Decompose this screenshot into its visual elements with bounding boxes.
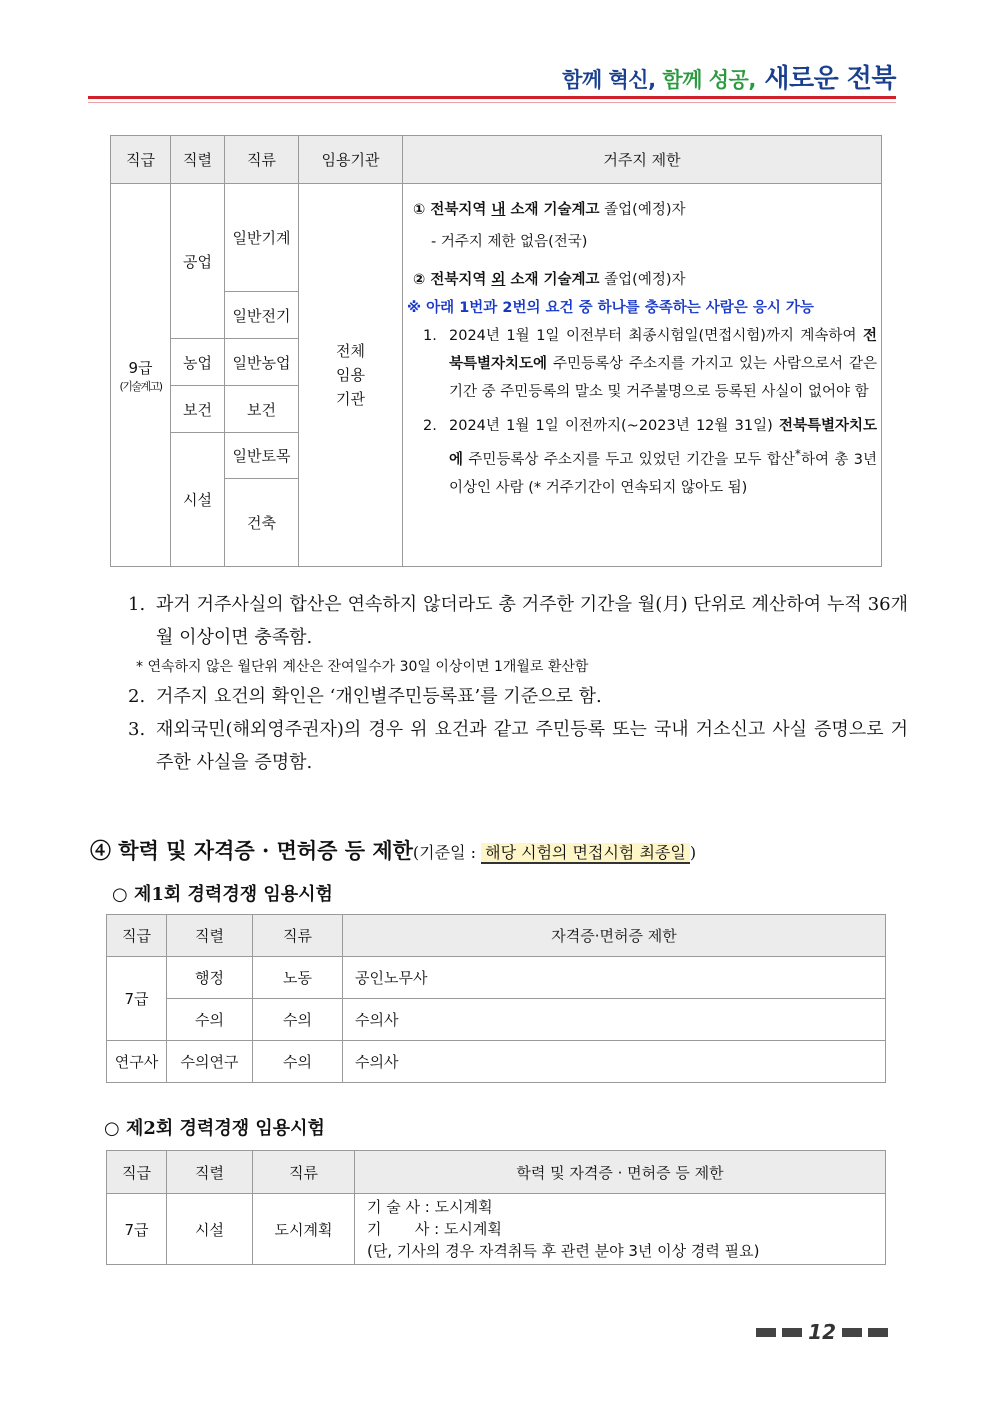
header-rule-red bbox=[88, 96, 896, 99]
class-cell: 건축 bbox=[225, 479, 299, 567]
footnote-star: * bbox=[794, 447, 801, 461]
subsection-2-title: ○ 제2회 경력경쟁 임용시험 bbox=[104, 1118, 325, 1139]
option-1-number: ① bbox=[413, 202, 426, 218]
item-text: 2024년 1월 1일 이전까지(~2023년 12월 31일) bbox=[449, 418, 779, 434]
section-4-title bbox=[90, 835, 696, 865]
grade-text: 9급 bbox=[128, 358, 153, 377]
footer-bar bbox=[868, 1328, 888, 1337]
residence-restriction-table bbox=[110, 135, 882, 567]
item-number: 2. bbox=[423, 418, 437, 434]
table-header-row bbox=[107, 1151, 886, 1194]
header-cell: 직류 bbox=[253, 1151, 355, 1194]
series-cell: 수의 bbox=[167, 999, 253, 1041]
license-table-2 bbox=[106, 1150, 886, 1265]
series-cell: 시설 bbox=[167, 1194, 253, 1265]
class-cell: 일반전기 bbox=[225, 292, 299, 339]
grade-cell: 연구사 bbox=[107, 1041, 167, 1083]
residence-item-1 bbox=[413, 322, 877, 406]
residence-note: ※ 아래 1번과 2번의 요건 중 하나를 충족하는 사람은 응시 가능 bbox=[407, 300, 814, 316]
series-cell: 보건 bbox=[171, 386, 225, 433]
criteria-close: ) bbox=[689, 843, 697, 862]
option-1-text-bold: 소재 기술계고 bbox=[505, 202, 600, 218]
header-rule-thin bbox=[88, 102, 896, 103]
agency-line: 기관 bbox=[336, 390, 365, 408]
table-row bbox=[107, 957, 886, 999]
class-cell: 일반기계 bbox=[225, 184, 299, 292]
grade-sub-text: (기술계고) bbox=[119, 379, 162, 393]
header-cell: 직급 bbox=[107, 1151, 167, 1194]
footer-bar bbox=[782, 1328, 802, 1337]
header-cell: 임용기관 bbox=[299, 136, 403, 184]
grade-cell bbox=[111, 184, 171, 567]
header-cell: 직렬 bbox=[167, 1151, 253, 1194]
header-slogan bbox=[562, 58, 896, 95]
footer-bar bbox=[756, 1328, 776, 1337]
page-footer bbox=[756, 1320, 888, 1344]
class-cell: 수의 bbox=[253, 1041, 343, 1083]
item-text-bold: 전북특별자치도에 bbox=[449, 418, 877, 468]
class-cell: 보건 bbox=[225, 386, 299, 433]
header-cell: 직급 bbox=[111, 136, 171, 184]
series-cell: 시설 bbox=[171, 433, 225, 567]
note-text: 재외국민(해외영주권자)의 경우 위 요건과 같고 주민등록 또는 국내 거소신고 사실 증명으로 거주한 사실을 증명함. bbox=[156, 719, 908, 773]
item-text-mid: 주민등록상 주소지를 두고 있었던 기간을 모두 합산 bbox=[463, 451, 795, 468]
class-cell: 노동 bbox=[253, 957, 343, 999]
series-cell: 수의연구 bbox=[167, 1041, 253, 1083]
note-item bbox=[128, 680, 908, 713]
table-row bbox=[107, 1041, 886, 1083]
item-text-tail: 주민등록상 주소지를 가지고 있는 사람으로서 같은 기간 중 주민등록의 말소 및 거주불명으로 등록된 사실이 없어야 함 bbox=[449, 356, 877, 400]
requirement-line: 기 술 사 : 도시계획 bbox=[367, 1198, 493, 1216]
requirement-cell: 수의사 bbox=[343, 999, 886, 1041]
note-item bbox=[128, 588, 908, 654]
option-2-number: ② bbox=[413, 272, 426, 288]
note-item bbox=[128, 713, 908, 779]
option-2-text-tail: 졸업(예정)자 bbox=[599, 272, 686, 288]
item-text-bold: 전북특별자치도에 bbox=[449, 328, 877, 372]
agency-line: 임용 bbox=[336, 366, 365, 384]
header-cell: 거주지 제한 bbox=[403, 136, 882, 184]
requirement-cell bbox=[355, 1194, 886, 1265]
requirement-line: (단, 기사의 경우 자격취득 후 관련 분야 3년 이상 경력 필요) bbox=[367, 1242, 760, 1260]
item-text: 2024년 1월 1일 이전부터 최종시험일(면접시험)까지 계속하여 bbox=[449, 328, 863, 344]
note-text: 거주지 요건의 확인은 ‘개인별주민등록표’를 기준으로 함. bbox=[156, 686, 602, 707]
slogan-part-2: 함께 성공, bbox=[655, 68, 756, 92]
table-row bbox=[111, 184, 882, 292]
agency-line: 전체 bbox=[336, 342, 365, 360]
option-1-sub: - 거주지 제한 없음(전국) bbox=[431, 234, 588, 250]
residence-cell bbox=[403, 184, 882, 567]
item-text-tail: 하여 총 3년 이상인 사람 (* 거주기간이 연속되지 않아도 됨) bbox=[449, 451, 877, 496]
option-2-underlined: 외 bbox=[491, 272, 506, 288]
license-table-1 bbox=[106, 914, 886, 1083]
agency-cell bbox=[299, 184, 403, 567]
series-cell: 행정 bbox=[167, 957, 253, 999]
slogan-part-1: 함께 혁신, bbox=[562, 68, 656, 92]
class-cell: 일반농업 bbox=[225, 339, 299, 386]
header-cell: 직류 bbox=[253, 915, 343, 957]
residence-notes bbox=[128, 588, 908, 779]
subsection-1-title: ○ 제1회 경력경쟁 임용시험 bbox=[112, 884, 333, 905]
note-small: * 연속하지 않은 월단위 계산은 잔여일수가 30일 이상이면 1개월로 환산함 bbox=[136, 659, 589, 675]
requirement-cell: 수의사 bbox=[343, 1041, 886, 1083]
series-cell: 공업 bbox=[171, 184, 225, 339]
option-1-text: 전북지역 bbox=[425, 202, 492, 218]
requirement-line: 기 사 : 도시계획 bbox=[367, 1220, 502, 1238]
footer-bar bbox=[842, 1328, 862, 1337]
class-cell: 수의 bbox=[253, 999, 343, 1041]
note-number: 2. bbox=[128, 686, 146, 707]
header-cell: 직류 bbox=[225, 136, 299, 184]
class-cell: 도시계획 bbox=[253, 1194, 355, 1265]
table-row bbox=[107, 999, 886, 1041]
requirement-cell: 공인노무사 bbox=[343, 957, 886, 999]
criteria-open: (기준일 : bbox=[412, 843, 482, 862]
grade-cell: 7급 bbox=[107, 957, 167, 1041]
note-number: 1. bbox=[128, 594, 146, 615]
slogan-part-3: 새로운 전북 bbox=[755, 64, 896, 94]
header-cell: 자격증·면허증 제한 bbox=[343, 915, 886, 957]
page-number: 12 bbox=[808, 1320, 836, 1344]
option-2-text-bold: 소재 기술계고 bbox=[505, 272, 600, 288]
residence-item-2 bbox=[413, 412, 877, 502]
note-text: 과거 거주사실의 합산은 연속하지 않더라도 총 거주한 기간을 월(月) 단위로 계산하여 누적 36개월 이상이면 충족함. bbox=[156, 594, 908, 648]
header-cell: 직렬 bbox=[167, 915, 253, 957]
table-header-row bbox=[111, 136, 882, 184]
class-cell: 일반토목 bbox=[225, 433, 299, 479]
option-1-text-tail: 졸업(예정)자 bbox=[599, 202, 686, 218]
section-4-heading: ④ 학력 및 자격증 · 면허증 등 제한 bbox=[90, 838, 413, 863]
header-cell: 학력 및 자격증 · 면허증 등 제한 bbox=[355, 1151, 886, 1194]
grade-cell: 7급 bbox=[107, 1194, 167, 1265]
option-2-text: 전북지역 bbox=[425, 272, 492, 288]
header-cell: 직렬 bbox=[171, 136, 225, 184]
note-number: 3. bbox=[128, 719, 146, 740]
item-number: 1. bbox=[423, 328, 437, 344]
header-cell: 직급 bbox=[107, 915, 167, 957]
criteria-highlight: 해당 시험의 면접시험 최종일 bbox=[481, 843, 690, 864]
series-cell: 농업 bbox=[171, 339, 225, 386]
table-row bbox=[107, 1194, 886, 1265]
table-header-row bbox=[107, 915, 886, 957]
option-1-underlined: 내 bbox=[491, 202, 506, 218]
